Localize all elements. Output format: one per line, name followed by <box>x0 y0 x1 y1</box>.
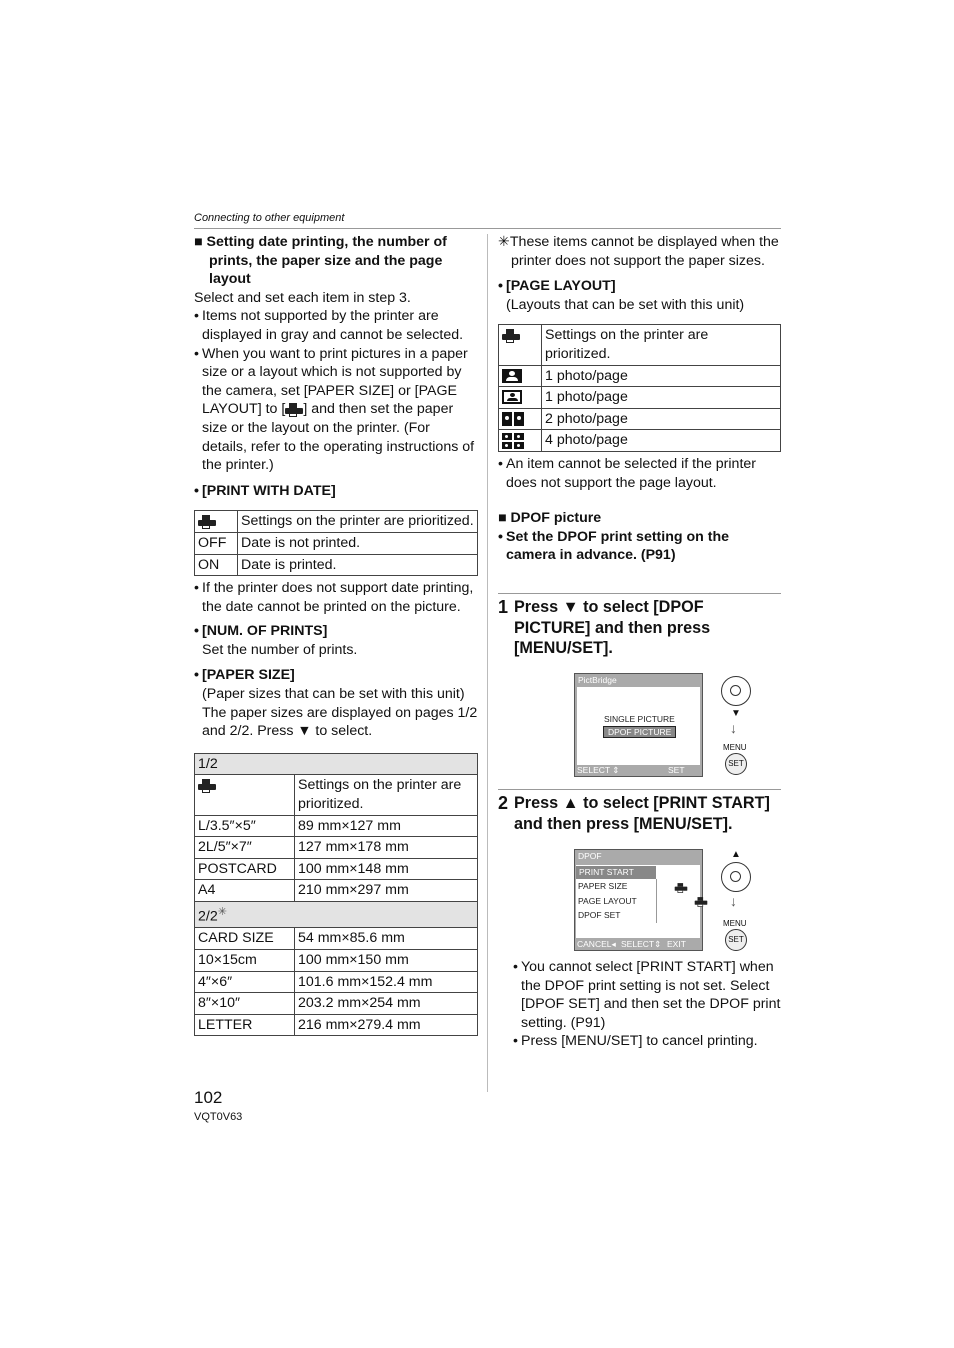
step2-number: 2 <box>498 793 509 813</box>
step1-number: 1 <box>498 597 509 617</box>
table-row <box>195 554 478 576</box>
table-cell: 10×15cm <box>195 949 295 971</box>
page-layout-table <box>498 324 781 452</box>
menu-label: MENU <box>723 919 747 928</box>
table-cell: 54 mm×85.6 mm <box>295 928 478 950</box>
table-cell: Settings on the printer are prioritized. <box>238 511 478 533</box>
table-row <box>499 387 781 409</box>
screen-footer-cancel <box>577 939 616 950</box>
page-label: 1/2 <box>195 753 478 775</box>
section-header: Connecting to other equipment <box>194 212 345 224</box>
table-row <box>195 880 478 902</box>
page-layout-note: • An item cannot be selected if the printer does not support the page layout. <box>498 455 781 492</box>
layout-4-photo-icon <box>502 433 524 449</box>
table-row <box>195 753 478 775</box>
table-row <box>195 993 478 1015</box>
table-row <box>499 365 781 387</box>
table-cell <box>499 430 542 452</box>
header-rule <box>194 228 781 229</box>
table-cell: Settings on the printer are prioritized. <box>295 775 478 815</box>
table-cell: 89 mm×127 mm <box>295 815 478 837</box>
table-cell: Date is not printed. <box>238 532 478 554</box>
table-cell: 4″×6″ <box>195 971 295 993</box>
settings-heading: ■ Setting date printing, the number of prints, the paper size and the page layout <box>194 234 447 288</box>
down-triangle-icon: ▼ <box>731 708 741 719</box>
settings-intro: Select and set each item in step 3. <box>194 289 411 306</box>
menu-label: MENU <box>723 743 747 752</box>
printer-icon <box>675 883 688 893</box>
note-cancel: • Press [MENU/SET] to cancel printing. <box>513 1032 781 1051</box>
table-row <box>195 858 478 880</box>
table-row <box>195 971 478 993</box>
printer-icon <box>502 329 520 343</box>
paper-size-desc1: (Paper sizes that can be set with this unit) <box>202 686 465 703</box>
lcd-screen-pictbridge <box>574 673 703 777</box>
table-cell: 8″×10″ <box>195 993 295 1015</box>
num-of-prints-desc: Set the number of prints. <box>202 641 358 658</box>
up-triangle-icon: ▲ <box>731 849 741 860</box>
screen-title: PictBridge <box>578 675 617 685</box>
page2-label-text: 2/2 <box>198 908 218 925</box>
step2-text: Press ▲ to select [PRINT START] and then press [MENU/SET]. <box>514 794 770 833</box>
screen-item-single: SINGLE PICTURE <box>604 714 675 724</box>
step1-rule <box>498 593 781 594</box>
table-cell: Date is printed. <box>238 554 478 576</box>
table-row <box>499 430 781 452</box>
table-row <box>195 815 478 837</box>
table-cell: A4 <box>195 880 295 902</box>
table-cell: LETTER <box>195 1014 295 1036</box>
table-cell <box>499 365 542 387</box>
num-of-prints-title: • [NUM. OF PRINTS] <box>194 622 478 641</box>
printer-icon <box>695 897 708 907</box>
paper-size-title: • [PAPER SIZE] <box>194 666 478 685</box>
paper-size-table <box>194 753 478 1036</box>
dpof-heading: ■ DPOF picture <box>498 510 602 527</box>
table-cell: 2 photo/page <box>542 408 781 430</box>
screen-footer-select <box>621 939 661 950</box>
table-cell: 4 photo/page <box>542 430 781 452</box>
dpof-sub: • Set the DPOF print setting on the camera in advance. (P91) <box>498 528 781 565</box>
table-cell: 100 mm×150 mm <box>295 949 478 971</box>
down-arrow-icon: ↓ <box>730 893 737 909</box>
set-button-icon: SET <box>725 929 747 951</box>
bullet-paper-layout <box>194 345 478 475</box>
table-row <box>195 902 478 928</box>
paper-size-desc2: The paper sizes are displayed on pages 1/2 and 2/2. Press ▼ to select. <box>202 704 478 740</box>
note-print-start: • You cannot select [PRINT START] when the DPOF print setting is not set. Select [DPOF SET] and then set the DPOF print setting. (P91) <box>513 958 781 1032</box>
down-arrow-icon: ↓ <box>730 720 737 736</box>
table-cell: CARD SIZE <box>195 928 295 950</box>
layout-1-photo-border-icon <box>502 390 522 404</box>
table-cell: 216 mm×279.4 mm <box>295 1014 478 1036</box>
table-cell: POSTCARD <box>195 858 295 880</box>
bullet-paper-layout-text-a: When you want to print pictures in a paper size or a layout which is not supported by the camera, set [PAPER SIZE] or [PAGE LAYOUT] to [ <box>202 345 468 418</box>
page-layout-title: • [PAGE LAYOUT] <box>498 277 781 296</box>
step1 <box>498 597 781 659</box>
table-row <box>499 325 781 365</box>
table-cell <box>195 775 295 815</box>
asterisk-note: ✳These items cannot be displayed when the printer does not support the paper sizes. <box>498 234 779 269</box>
page-layout-desc: (Layouts that can be set with this unit) <box>506 296 745 313</box>
step2-notes <box>513 958 781 1051</box>
step1-text: Press ▼ to select [DPOF PICTURE] and then press [MENU/SET]. <box>514 598 711 657</box>
table-row <box>195 775 478 815</box>
column-divider <box>487 234 488 1092</box>
table-cell: 1 photo/page <box>542 365 781 387</box>
table-cell: L/3.5″×5″ <box>195 815 295 837</box>
menu-paper-size: PAPER SIZE <box>578 881 628 891</box>
updown-arrow-icon: ⇕ <box>612 765 620 775</box>
table-cell: 210 mm×297 mm <box>295 880 478 902</box>
asterisk-mark: ✳ <box>217 906 227 918</box>
screen-item-dpof: DPOF PICTURE <box>603 726 676 738</box>
left-arrow-icon: ◂ <box>611 939 616 949</box>
table-cell: ON <box>195 554 238 576</box>
print-with-date-table <box>194 510 478 576</box>
dial-pad <box>721 862 751 892</box>
dial-pad <box>721 676 751 706</box>
table-cell: 101.6 mm×152.4 mm <box>295 971 478 993</box>
table-row <box>195 949 478 971</box>
table-row <box>195 837 478 859</box>
table-cell <box>499 408 542 430</box>
footer-select-text: SELECT <box>621 939 655 949</box>
screen-footer-select <box>577 765 619 776</box>
updown-arrow-icon: ⇕ <box>654 939 662 949</box>
menu-divider <box>656 879 657 923</box>
screen-footer-set: SET <box>668 765 685 775</box>
print-with-date-title: • [PRINT WITH DATE] <box>194 482 478 501</box>
step2-rule <box>498 789 781 790</box>
screen-title: DPOF <box>578 851 602 861</box>
page-number: 102 <box>194 1088 223 1107</box>
table-row <box>499 408 781 430</box>
table-row <box>195 1014 478 1036</box>
lcd-screen-dpof <box>574 849 703 951</box>
table-row <box>195 532 478 554</box>
table-cell: 100 mm×148 mm <box>295 858 478 880</box>
table-cell <box>195 511 238 533</box>
date-note: • If the printer does not support date printing, the date cannot be printed on the picture. <box>194 579 478 616</box>
table-cell: 203.2 mm×254 mm <box>295 993 478 1015</box>
bullet-unsupported: • Items not supported by the printer are displayed in gray and cannot be selected. <box>194 307 478 344</box>
table-cell <box>499 325 542 365</box>
table-cell: 127 mm×178 mm <box>295 837 478 859</box>
menu-page-layout: PAGE LAYOUT <box>578 896 637 906</box>
table-row <box>195 928 478 950</box>
printer-icon <box>198 779 216 793</box>
printer-icon <box>285 403 303 417</box>
page-label <box>195 902 478 928</box>
menu-print-start: PRINT START <box>576 866 656 879</box>
set-button-icon: SET <box>725 753 747 775</box>
table-row <box>195 511 478 533</box>
menu-dpof-set: DPOF SET <box>578 910 621 920</box>
table-cell <box>499 387 542 409</box>
right-column <box>498 233 781 565</box>
table-cell: OFF <box>195 532 238 554</box>
printer-icon <box>198 515 216 529</box>
table-cell: Settings on the printer are prioritized. <box>542 325 781 365</box>
footer-cancel-text: CANCEL <box>577 939 612 949</box>
layout-2-photo-icon <box>502 412 524 426</box>
left-column <box>194 233 478 1036</box>
layout-1-photo-icon <box>502 369 522 383</box>
table-cell: 2L/5″×7″ <box>195 837 295 859</box>
table-cell: 1 photo/page <box>542 387 781 409</box>
screen-footer-exit: EXIT <box>667 939 686 949</box>
step2 <box>498 793 781 834</box>
footer-select-text: SELECT <box>577 765 610 775</box>
model-code: VQT0V63 <box>194 1111 243 1123</box>
bullet-paper-layout-text-b: ] and then set the paper size or the layout on the printer. (For details, refer to the operating instructions of the printer.) <box>202 401 475 474</box>
